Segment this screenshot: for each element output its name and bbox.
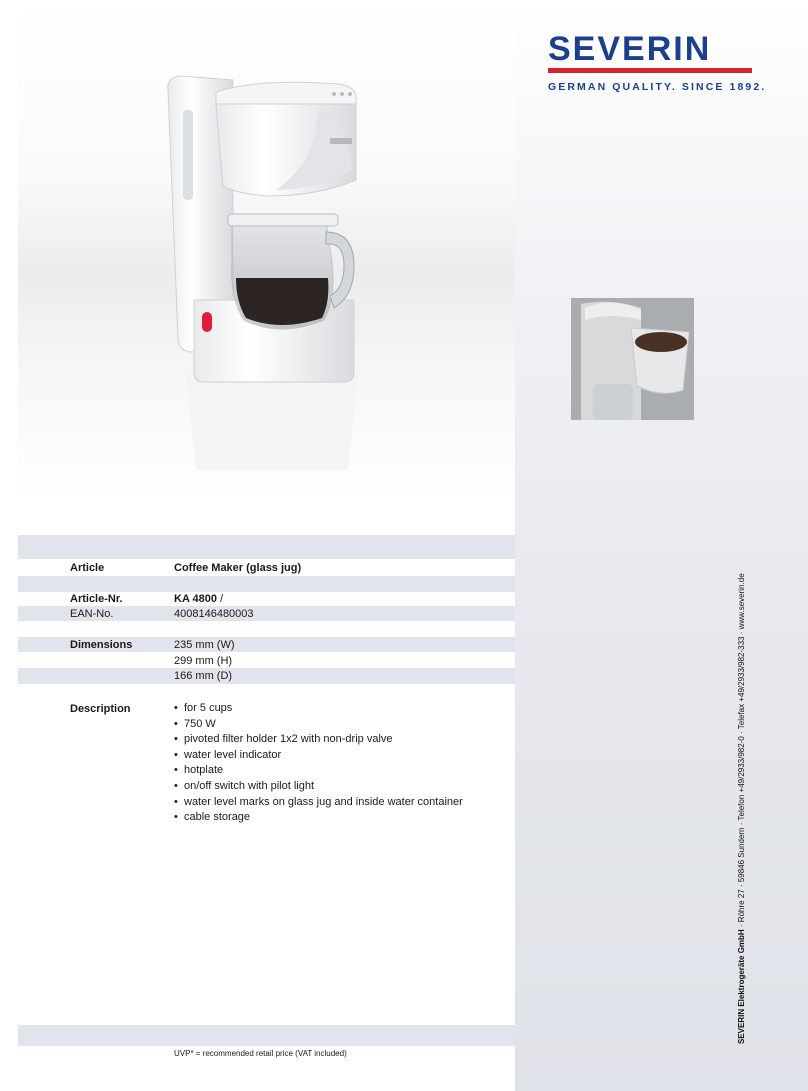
table-band-white	[18, 622, 515, 638]
description-item: • pivoted filter holder 1x2 with non-drip valve	[174, 733, 393, 746]
ean-label: EAN-No.	[70, 608, 114, 620]
description-list	[174, 701, 463, 826]
article-nr-suffix: /	[217, 593, 224, 605]
company-address-vertical	[737, 573, 746, 1044]
brand-tagline: GERMAN QUALITY. SINCE 1892.	[548, 81, 767, 93]
brand-red-bar	[548, 68, 752, 73]
product-hero-image	[18, 0, 515, 500]
brand-name: SEVERIN	[548, 30, 712, 68]
article-label: Article	[70, 562, 105, 574]
ean-value: 4008146480003	[174, 608, 254, 620]
description-label: Description	[70, 703, 131, 715]
description-item: • hotplate	[174, 764, 224, 777]
dimensions-label: Dimensions	[70, 639, 133, 651]
severin-logo	[548, 30, 767, 93]
filter-holder-illustration	[571, 298, 694, 420]
dimension-depth: 166 mm (D)	[174, 670, 233, 682]
company-address: · Röhre 27 · 59846 Sundern · Telefon +49/2933/982-0 · Telefax +49/2933/982-333 · www.severin.de	[737, 573, 746, 930]
dimension-height: 299 mm (H)	[174, 655, 233, 667]
description-item: • water level indicator	[174, 748, 282, 761]
description-item: • for 5 cups	[174, 702, 233, 714]
table-band	[18, 668, 515, 684]
table-band	[18, 1025, 515, 1046]
description-item: • 750 W	[174, 717, 216, 730]
article-value: Coffee Maker (glass jug)	[174, 562, 302, 574]
company-name: SEVERIN Elektrogeräte GmbH	[737, 929, 746, 1044]
coffee-maker-illustration	[18, 0, 515, 500]
description-item: • water level marks on glass jug and inside water container	[174, 795, 463, 808]
article-nr-label: Article-Nr.	[70, 593, 123, 605]
table-band	[18, 576, 515, 592]
dimension-width: 235 mm (W)	[174, 639, 235, 651]
description-item: • cable storage	[174, 811, 251, 824]
price-footnote: UVP* = recommended retail price (VAT included)	[174, 1049, 347, 1058]
description-item: • on/off switch with pilot light	[174, 779, 315, 792]
right-side-panel	[515, 0, 808, 1091]
article-nr-value: KA 4800	[174, 593, 218, 605]
detail-photo	[571, 298, 694, 420]
table-band	[18, 535, 515, 559]
article-nr-value-row	[174, 592, 223, 606]
